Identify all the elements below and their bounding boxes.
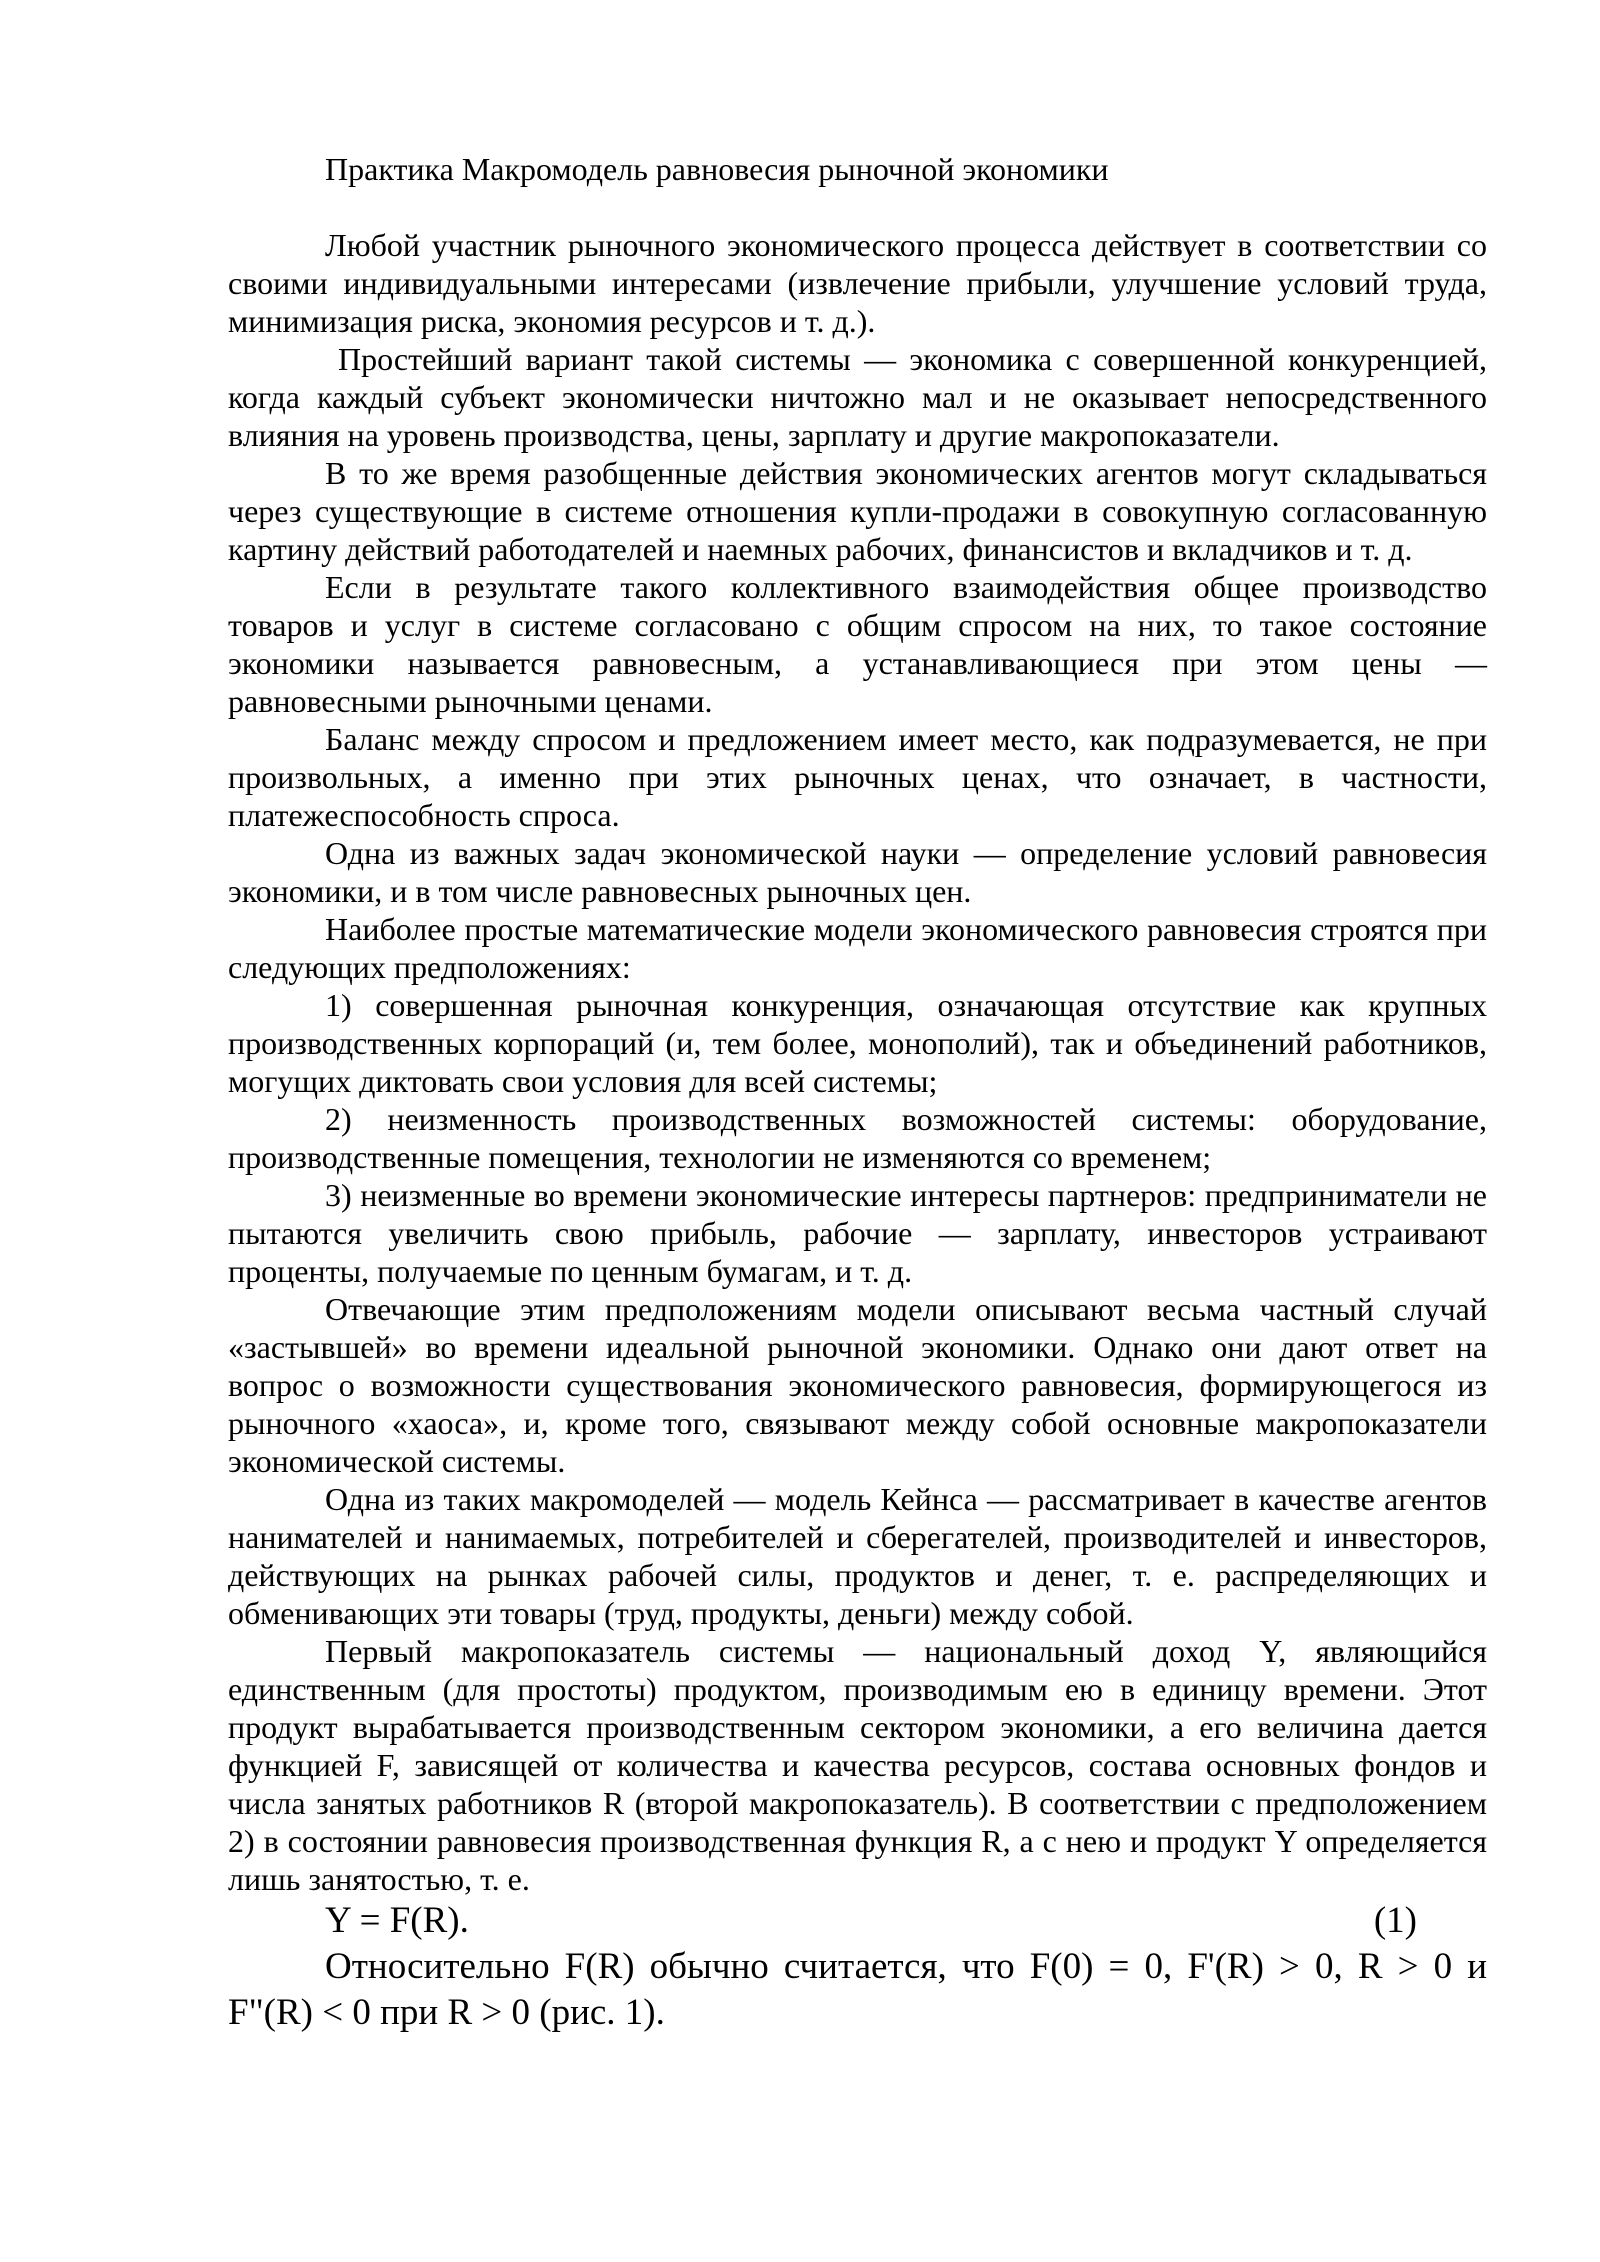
paragraph: Отвечающие этим предположениям модели описывают весьма частный случай «застывшей» во времени идеальной рыночной экономики. Однако они дают ответ на вопрос о возможности существования экономического равновесия, формирующегося из рыночного «хаоса», и, кроме того, связывают между собой основные макропоказатели экономической системы. [228, 1291, 1487, 1479]
paragraph: Одна из важных задач экономической науки — определение условий равновесия экономики, и в том числе равновесных рыночных цен. [228, 835, 1487, 909]
document-body [228, 226, 1487, 1898]
paragraph: Любой участник рыночного экономического процесса действует в соответствии со своими индивидуальными интересами (извлечение прибыли, улучшение условий труда, минимизация риска, экономия ресурсов и т. д.). [228, 227, 1487, 339]
paragraph: Баланс между спросом и предложением имеет место, как подразумевается, не при произвольных, а именно при этих рыночных ценах, что означает, в частности, платежеспособность спроса. [228, 721, 1487, 833]
equation-number: (1) [1373, 1900, 1417, 1941]
paragraph: Наиболее простые математические модели экономического равновесия строятся при следующих предположениях: [228, 911, 1487, 985]
paragraph: 3) неизменные во времени экономические интересы партнеров: предприниматели не пытаются увеличить свою прибыль, рабочие — зарплату, инвесторов устраивают проценты, получаемые по ценным бумагам, и т. д. [228, 1177, 1487, 1289]
document-title: Практика Макромодель равновесия рыночной экономики [325, 151, 1109, 187]
paragraph: Простейший вариант такой системы — экономика с совершенной конкуренцией, когда каждый субъект экономически ничтожно мал и не оказывает непосредственного влияния на уровень производства, цены, зарплату и другие макропоказатели. [228, 341, 1487, 453]
paragraph: В то же время разобщенные действия экономических агентов могут складываться через существующие в системе отношения купли-продажи в совокупную согласованную картину действий работодателей и наемных рабочих, финансистов и вкладчиков и т. д. [228, 455, 1487, 567]
paragraph: Если в результате такого коллективного взаимодействия общее производство товаров и услуг в системе согласовано с общим спросом на них, то такое состояние экономики называется равновесным, а устанавливающиеся при этом цены — равновесными рыночными ценами. [228, 569, 1487, 719]
paragraph: Одна из таких макромоделей — модель Кейнса — рассматривает в качестве агентов нанимателей и нанимаемых, потребителей и сберегателей, производителей и инвесторов, действующих на рынках рабочей силы, продуктов и денег, т. е. распределяющих и обменивающих эти товары (труд, продукты, деньги) между собой. [228, 1481, 1487, 1631]
equation-formula: Y = F(R). [325, 1900, 469, 1941]
paragraph: 2) неизменность производственных возможностей системы: оборудование, производственные помещения, технологии не изменяются со временем; [228, 1101, 1487, 1175]
closing-paragraph-line-1: Относительно F(R) обычно считается, что F(0) = 0, F'(R) > 0, R > 0 и [325, 1946, 1487, 1987]
closing-paragraph-line-2: F"(R) < 0 при R > 0 (рис. 1). [228, 1992, 665, 2033]
equation-row [228, 1898, 1487, 1944]
paragraph: Первый макропоказатель системы — национальный доход Y, являющийся единственным (для простоты) продуктом, производимым ею в единицу времени. Этот продукт вырабатывается производственным сектором экономики, а его величина дается функцией F, зависящей от количества и качества ресурсов, состава основных фондов и числа занятых работников R (второй макропоказатель). В соответствии с предположением 2) в состоянии равновесия производственная функция R, а с нею и продукт Y определяется лишь занятостью, т. е. [228, 1633, 1487, 1897]
paragraph: 1) совершенная рыночная конкуренция, означающая отсутствие как крупных производственных корпораций (и, тем более, монополий), так и объединений работников, могущих диктовать свои условия для всей системы; [228, 987, 1487, 1099]
